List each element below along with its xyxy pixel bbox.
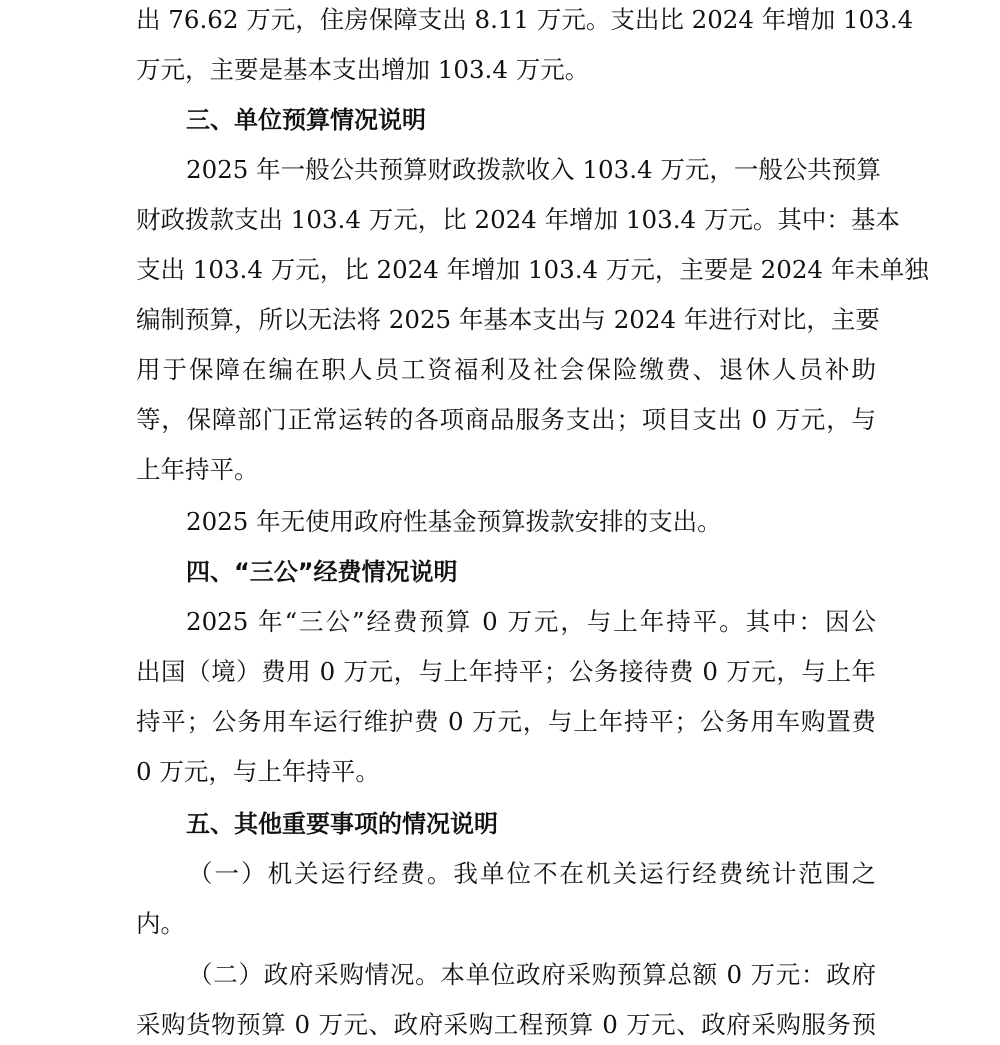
body-text-line: 0 万元，与上年持平。 — [136, 757, 380, 786]
body-text-line: 等，保障部门正常运转的各项商品服务支出；项目支出 0 万元，与 — [136, 405, 876, 434]
body-text-line: 出 76.62 万元，住房保障支出 8.11 万元。支出比 2024 年增加 103.4 — [136, 5, 914, 34]
body-text-line: 采购货物预算 0 万元、政府采购工程预算 0 万元、政府采购服务预 — [136, 1010, 876, 1039]
section-heading-5: 五、其他重要事项的情况说明 — [186, 810, 498, 838]
body-text-line: 用于保障在编在职人员工资福利及社会保险缴费、退休人员补助 — [136, 355, 876, 384]
body-text-line: 编制预算，所以无法将 2025 年基本支出与 2024 年进行对比，主要 — [136, 305, 880, 334]
body-text-line: 财政拨款支出 103.4 万元，比 2024 年增加 103.4 万元。其中：基本 — [136, 205, 900, 234]
body-text-line: 内。 — [136, 909, 185, 938]
body-text-line: （一）机关运行经费。我单位不在机关运行经费统计范围之 — [188, 859, 876, 888]
section-heading-4: 四、“三公”经费情况说明 — [186, 558, 458, 586]
body-text-line: 上年持平。 — [136, 455, 259, 484]
body-text-line: 持平；公务用车运行维护费 0 万元，与上年持平；公务用车购置费 — [136, 707, 876, 736]
body-text-line: 2025 年一般公共预算财政拨款收入 103.4 万元，一般公共预算 — [186, 155, 881, 184]
body-text-line: 2025 年“三公”经费预算 0 万元，与上年持平。其中：因公 — [186, 607, 876, 636]
section-heading-3: 三、单位预算情况说明 — [186, 106, 426, 134]
body-text-line: 2025 年无使用政府性基金预算拨款安排的支出。 — [186, 507, 722, 536]
body-text-line: 出国（境）费用 0 万元，与上年持平；公务接待费 0 万元，与上年 — [136, 657, 876, 686]
body-text-line: 万元，主要是基本支出增加 103.4 万元。 — [136, 55, 590, 84]
body-text-line: （二）政府采购情况。本单位政府采购预算总额 0 万元：政府 — [188, 960, 876, 989]
body-text-line: 支出 103.4 万元，比 2024 年增加 103.4 万元，主要是 2024 年未单独 — [136, 255, 929, 284]
